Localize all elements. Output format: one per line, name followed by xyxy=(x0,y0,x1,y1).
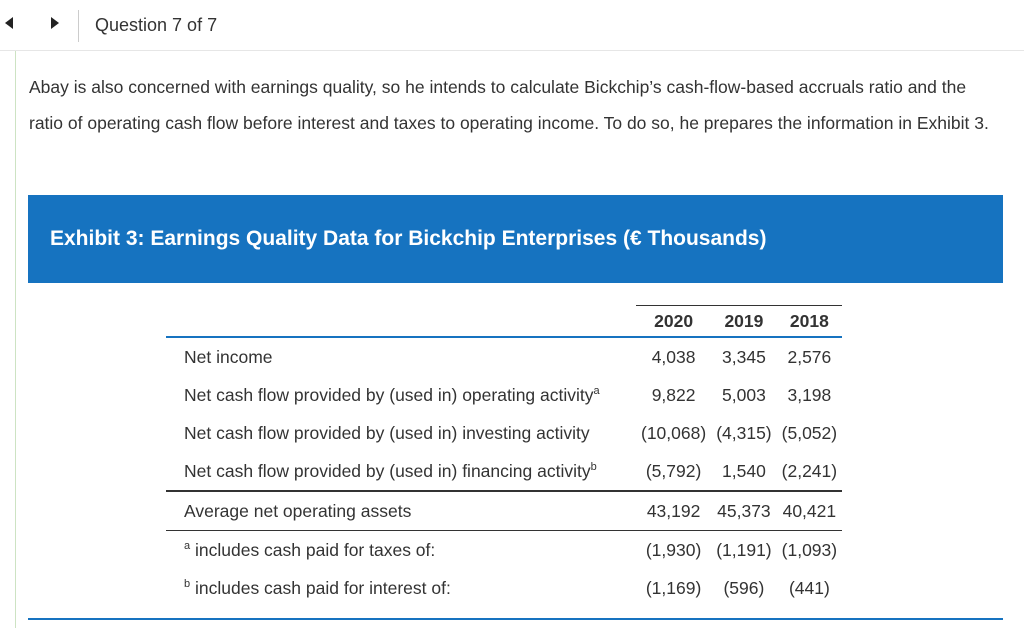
nav-divider xyxy=(78,10,79,42)
year-header: 2019 xyxy=(711,306,776,338)
question-nav-bar xyxy=(0,0,1024,51)
footnote-row xyxy=(166,531,842,570)
table-cell: (4,315) xyxy=(716,422,772,443)
table-cell: (1,169) xyxy=(645,577,702,598)
table-row xyxy=(166,376,842,414)
table-cell: (441) xyxy=(788,577,830,598)
footnote-row xyxy=(166,569,842,607)
question-counter: Question 7 of 7 xyxy=(95,15,218,35)
footnote-marker: b xyxy=(590,460,597,473)
exhibit-title: Exhibit 3: Earnings Quality Data for Bickchip Enterprises (€ Thousands) xyxy=(50,227,767,250)
table-cell: (1,191) xyxy=(711,531,776,570)
row-label-text: Net income xyxy=(184,346,273,367)
table-cell: 9,822 xyxy=(651,384,696,405)
table-cell: (1,093) xyxy=(777,531,842,570)
header-blank xyxy=(166,306,636,338)
row-label-text: Average net operating assets xyxy=(184,500,412,521)
table-cell: (10,068) xyxy=(641,422,707,443)
table-header-row xyxy=(166,306,842,338)
footnote-text: includes cash paid for taxes of: xyxy=(190,539,436,560)
table-cell: 1,540 xyxy=(722,460,766,481)
table-cell: 45,373 xyxy=(711,491,776,531)
table-cell: (596) xyxy=(723,577,765,598)
row-label-text: Net cash flow provided by (used in) operating activity xyxy=(184,384,594,405)
footnote-marker: b xyxy=(184,577,191,590)
next-arrow-icon[interactable] xyxy=(51,17,59,29)
footnote-marker: a xyxy=(184,539,191,552)
row-label xyxy=(166,414,636,452)
table-cell: 5,003 xyxy=(722,384,766,405)
year-header: 2020 xyxy=(636,306,711,338)
row-label-text: Net cash flow provided by (used in) investing activity xyxy=(184,422,590,443)
row-label xyxy=(166,491,636,531)
table-row xyxy=(166,491,842,531)
footnote-label xyxy=(166,531,636,570)
table-cell: 2,576 xyxy=(787,346,832,367)
table-cell: (5,052) xyxy=(781,422,838,443)
table-row xyxy=(166,414,842,452)
question-intro-text: Abay is also concerned with earnings quality, so he intends to calculate Bickchip’s cash-flow-based accruals ratio and the ratio of operating cash flow before interest and taxes to operating income. To do so, he prepares the information in Exhibit 3. xyxy=(29,77,989,133)
footnote-marker: a xyxy=(593,384,600,397)
table-cell: 40,421 xyxy=(777,491,842,531)
table-cell: (5,792) xyxy=(645,460,702,481)
footnote-text: includes cash paid for interest of: xyxy=(190,577,451,598)
exhibit-table xyxy=(166,305,842,607)
table-cell: (2,241) xyxy=(781,460,838,481)
row-label xyxy=(166,376,636,414)
table-cell: 3,198 xyxy=(787,384,832,405)
exhibit-bottom-rule xyxy=(28,618,1003,620)
exhibit-banner xyxy=(28,195,1003,283)
row-label-text: Net cash flow provided by (used in) financing activity xyxy=(184,460,591,481)
table-cell: 4,038 xyxy=(651,346,696,367)
row-label xyxy=(166,337,636,376)
table-cell: (1,930) xyxy=(636,531,711,570)
table-cell: 3,345 xyxy=(722,346,766,367)
year-header: 2018 xyxy=(777,306,842,338)
table-cell: 43,192 xyxy=(636,491,711,531)
table-row xyxy=(166,337,842,376)
table-row xyxy=(166,452,842,491)
footnote-label xyxy=(166,569,636,607)
previous-arrow-icon[interactable] xyxy=(5,17,13,29)
row-label xyxy=(166,452,636,491)
question-content xyxy=(15,51,1024,628)
